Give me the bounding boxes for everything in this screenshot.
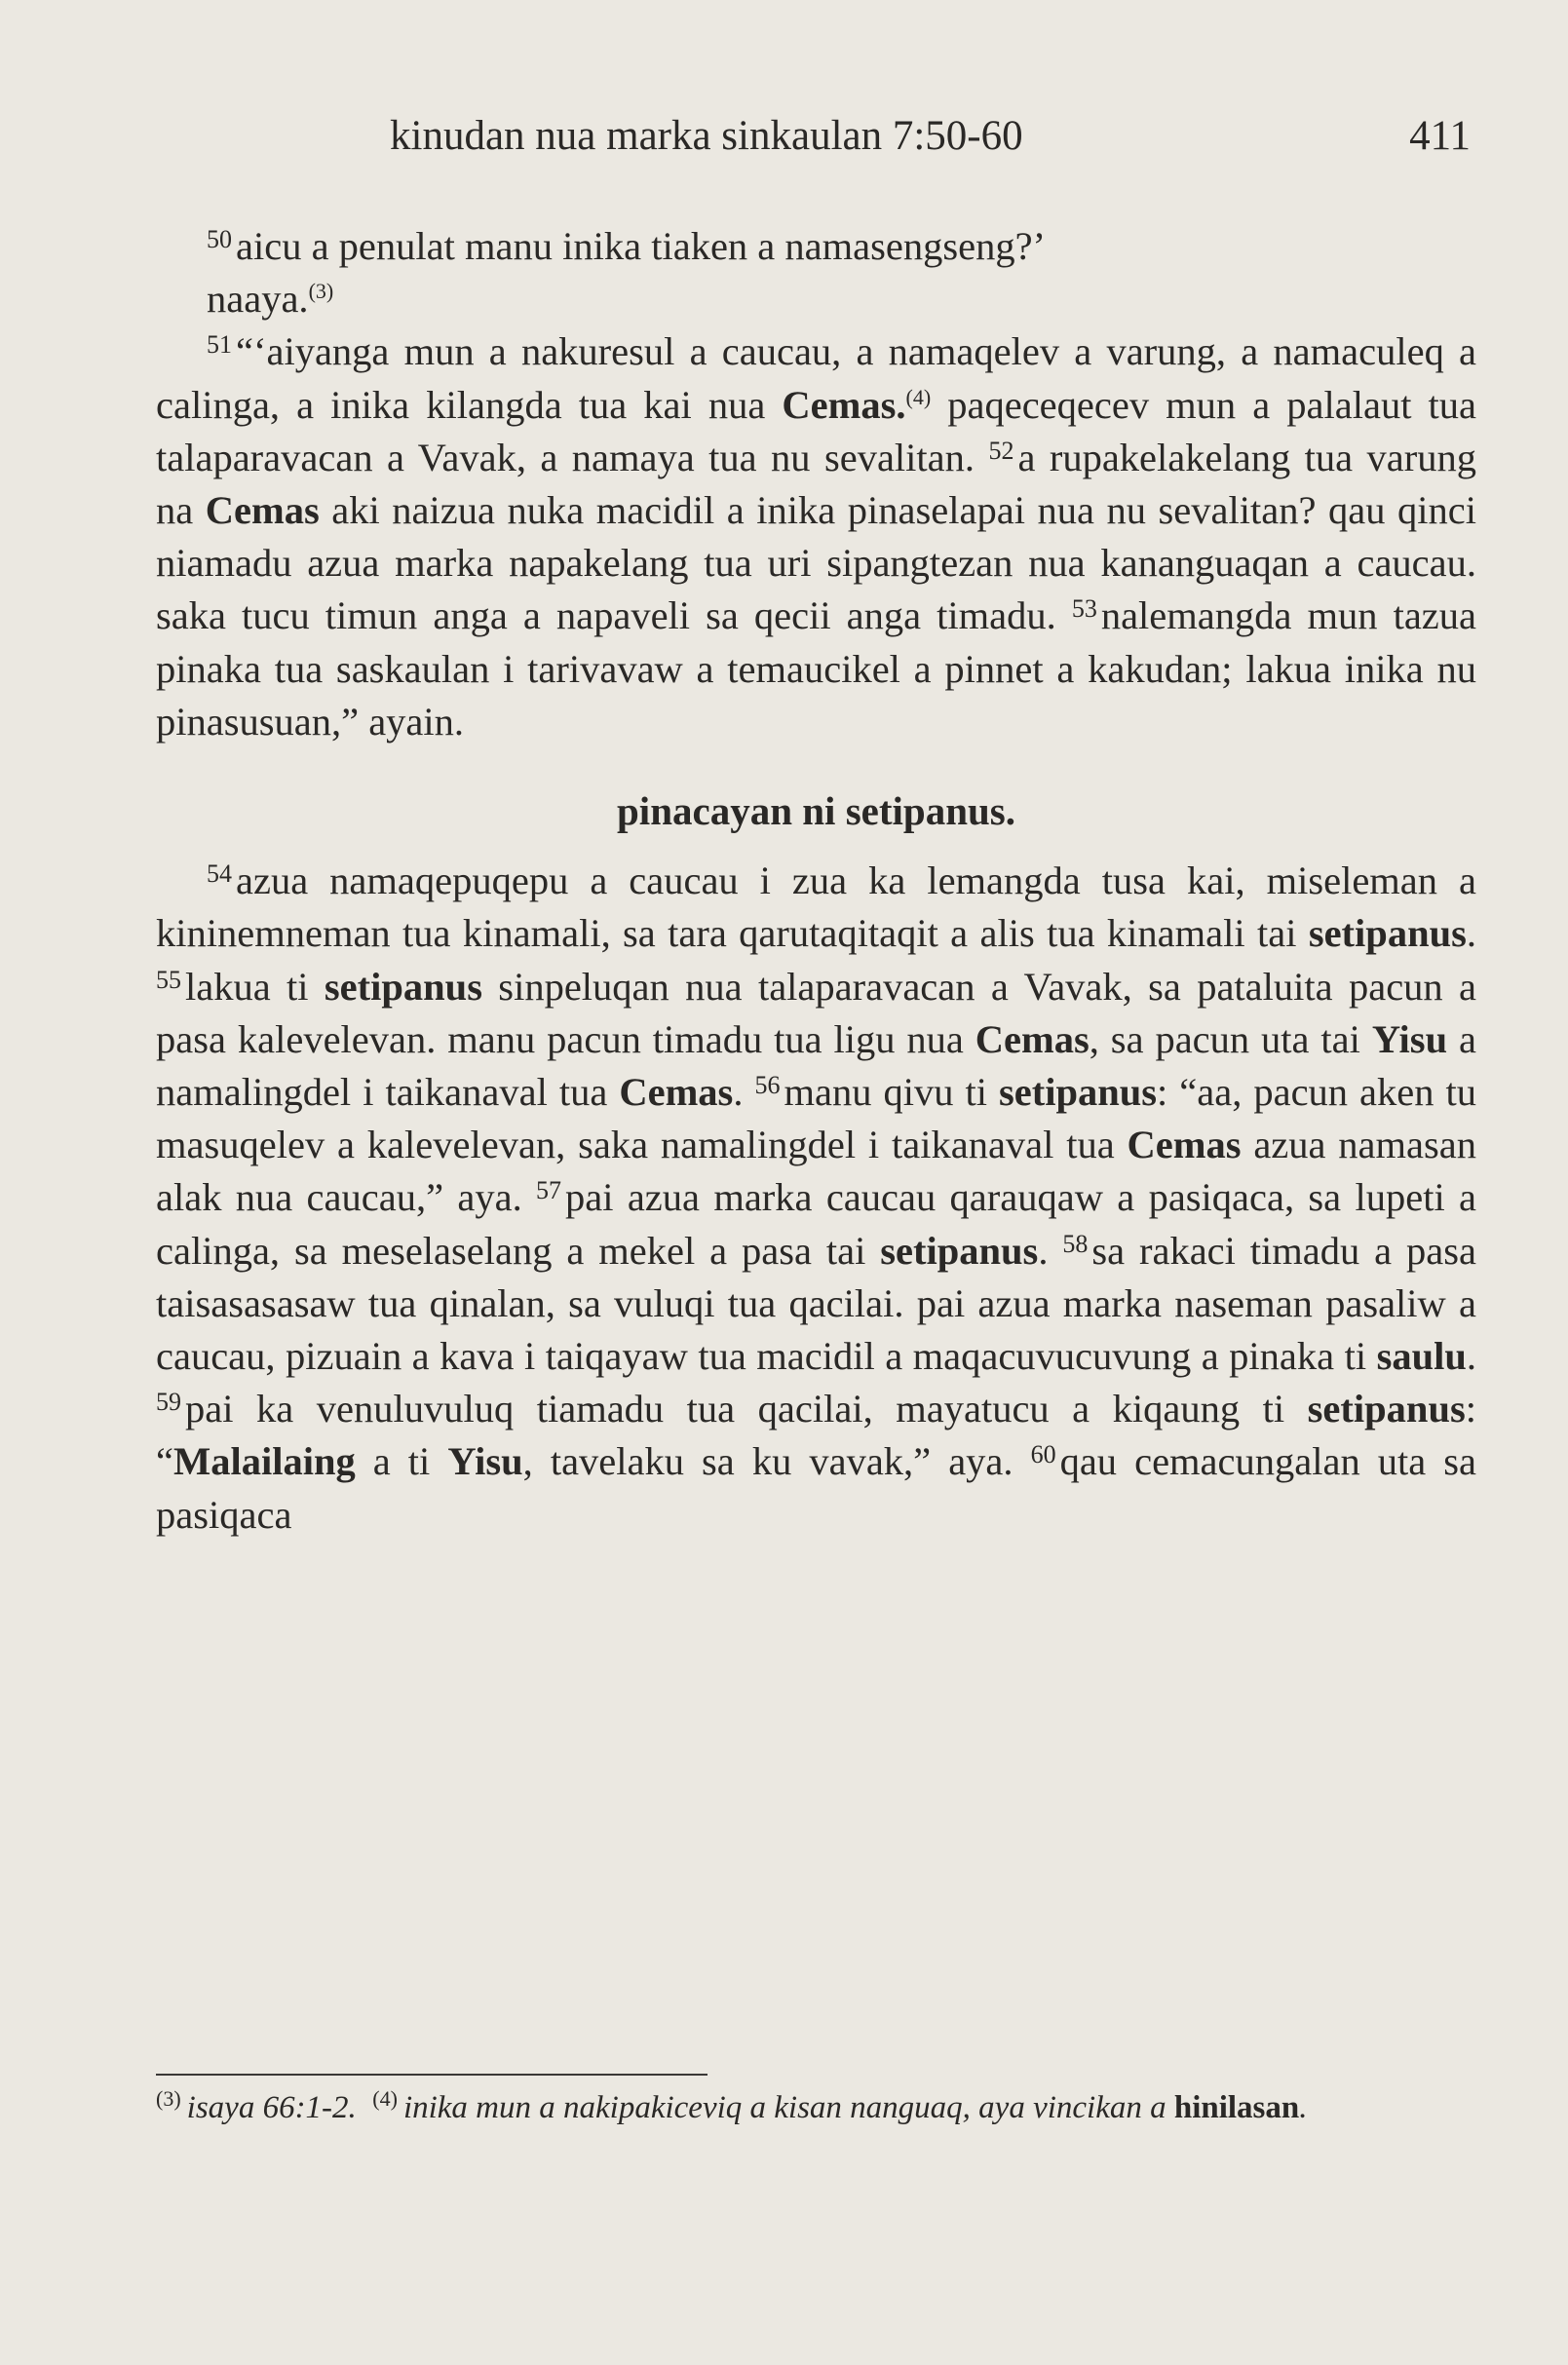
footnote-text: isaya 66:1-2. [186,2090,357,2125]
paragraph-51-53 [156,325,1476,748]
footnote-divider [156,2074,708,2076]
bold-name: Cemas [975,1016,1090,1061]
verse-text: . [1466,1334,1476,1379]
bold-name: Yisu [1371,1016,1448,1061]
running-title: kinudan nua marka sinkaulan 7:50-60 [390,113,1023,159]
verse-number: 50 [207,225,232,253]
bold-name: setipanus [324,964,482,1009]
footnotes [156,2085,1476,2130]
bold-name: setipanus [998,1070,1158,1115]
paragraph-54-60 [156,855,1476,1542]
bold-name: Cemas [1127,1123,1242,1167]
bold-name: saulu [1376,1334,1467,1379]
verse-text: aicu a penulat manu inika tiaken a namasengseng?’ [236,224,1047,268]
verse-number: 52 [988,436,1014,465]
verse-text: lakua ti [185,964,325,1009]
verse-50 [156,220,1476,273]
verse-number: 59 [156,1388,181,1417]
verse-50-cont [156,273,1476,325]
footnote-mark: (3) [156,2086,181,2111]
bold-name: setipanus [1308,911,1467,956]
verse-number: 51 [207,330,232,360]
footnote-mark: (4) [372,2086,398,2111]
verse-number: 58 [1062,1229,1089,1258]
verse-number: 55 [156,965,181,994]
body-text [156,220,1476,1542]
bold-name: Cemas. [782,382,906,427]
verse-number: 57 [536,1176,562,1205]
verse-text: , tavelaku sa ku vavak,” aya. [522,1439,1031,1484]
footnote-ref: (4) [905,384,932,409]
verse-text: a ti [355,1439,448,1484]
verse-number: 53 [1071,594,1097,624]
verse-text: pai azua marka caucau qarauqaw a pasiqaca, sa lupeti a calinga, sa meselaselang a mekel a pasa tai [156,1175,1477,1273]
page-header [156,107,1476,166]
verse-number: 60 [1030,1440,1056,1469]
verse-text: . [1038,1228,1063,1273]
verse-number: 54 [207,859,232,889]
bold-name: Yisu [447,1439,523,1484]
verse-text: a namalingdel i taikanaval tua [156,1016,1476,1115]
verse-text: . [1466,911,1476,956]
verse-text: , sa pacun uta tai [1089,1016,1372,1061]
verse-text: pai ka venuluvuluq tiamadu tua qacilai, mayatucu a kiqaung ti [185,1387,1308,1431]
verse-text: azua namasan alak nua caucau,” aya. [156,1123,1477,1220]
verse-text: : “aa, pacun aken tu masuqelev a kalevelevan, saka namalingdel i taikanaval tua [156,1070,1477,1167]
footnote-end: . [1299,2090,1308,2125]
page-number: 411 [1409,113,1471,159]
bold-name: setipanus [1307,1387,1466,1431]
bold-name: Malailaing [172,1439,356,1484]
bold-name: Cemas [205,488,320,533]
verse-number: 56 [754,1071,781,1100]
verse-text: a rupakelakelang tua varung na [156,435,1476,533]
verse-text: qau cemacungalan uta sa pasiqaca [156,1439,1476,1537]
bold-name: Cemas [619,1070,734,1115]
footnote-ref: (3) [308,279,334,304]
section-heading: pinacayan ni setipanus. [617,788,1015,834]
verse-text: naaya. [207,277,309,322]
verse-text: sa rakaci timadu a pasa taisasasasaw tua qinalan, sa vuluqi tua qacilai. pai azua marka naseman pasaliw a caucau, pizuain a kava i taiqayaw tua macidil a maqacuvucuvung a pinaka ti [156,1228,1477,1379]
bold-name: setipanus [880,1228,1039,1273]
footnote-text: inika mun a nakipakiceviq a kisan nanguaq, aya vincikan a [402,2090,1174,2125]
verse-text: manu qivu ti [784,1070,999,1115]
footnote-bold: hinilasan [1173,2090,1300,2125]
verse-text: . [733,1070,755,1115]
verse-text: : “ [156,1387,1476,1484]
verse-text: sinpeluqan nua talaparavacan a Vavak, sa pataluita pacun a pasa kalevelevan. manu pacun timadu tua ligu nua [156,964,1476,1061]
verse-text: azua namaqepuqepu a caucau i zua ka lemangda tusa kai, miseleman a kininemneman tua kinamali, sa tara qarutaqitaqit a alis tua kinamali tai [156,858,1476,956]
verse-text: paqeceqecev mun a palalaut tua talaparavacan a Vavak, a namaya tua nu sevalitan. [156,382,1476,479]
verse-text: nalemangda mun tazua pinaka tua saskaulan i tarivavaw a temaucikel a pinnet a kakudan; lakua inika nu pinasusuan,” ayain. [156,593,1477,744]
verse-text: aki naizua nuka macidil a inika pinaselapai nua nu sevalitan? qau qinci niamadu azua marka napakelang tua uri sipangtezan nua kananguaqan a caucau. saka tucu timun anga a napaveli sa qecii anga timadu. [156,488,1476,638]
verse-text: “‘aiyanga mun a nakuresul a caucau, a namaqelev a varung, a namaculeq a calinga, a inika kilangda tua kai nua [156,329,1476,427]
